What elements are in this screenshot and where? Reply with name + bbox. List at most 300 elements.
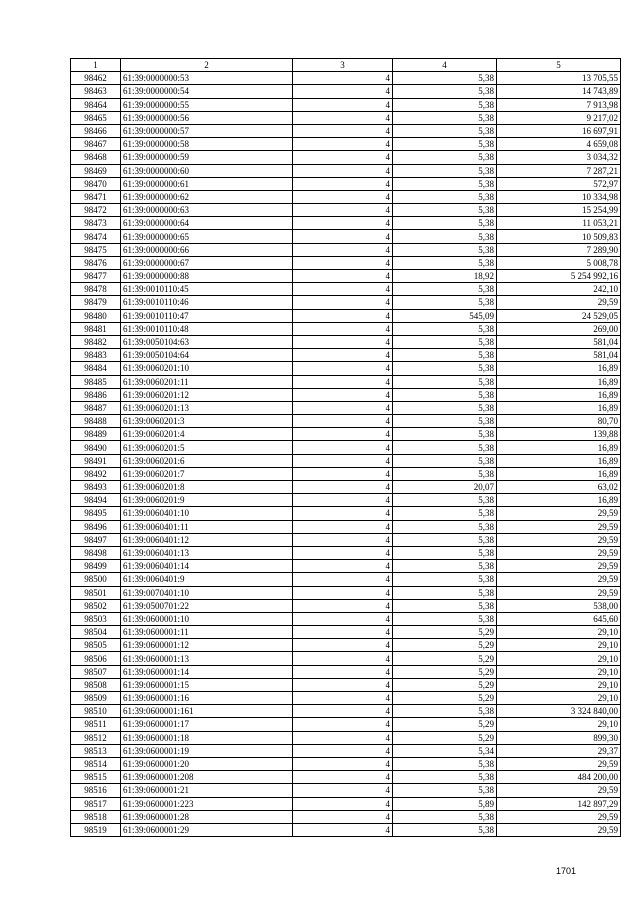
value-cell: 16,89 (497, 441, 621, 454)
value-cell: 538,00 (497, 599, 621, 612)
cadastral-number-cell: 61:39:0060401:13 (121, 546, 293, 559)
rate-cell: 5,38 (393, 138, 497, 151)
value-cell: 899,30 (497, 731, 621, 744)
value-cell: 80,70 (497, 415, 621, 428)
value-cell: 3 324 840,00 (497, 705, 621, 718)
category-cell: 4 (293, 692, 393, 705)
value-cell: 29,10 (497, 652, 621, 665)
rate-cell: 5,38 (393, 362, 497, 375)
value-cell: 29,37 (497, 744, 621, 757)
category-cell: 4 (293, 190, 393, 203)
row-number-cell: 98485 (71, 375, 121, 388)
value-cell: 645,60 (497, 612, 621, 625)
rate-cell: 5,38 (393, 599, 497, 612)
cadastral-number-cell: 61:39:0010110:48 (121, 322, 293, 335)
rate-cell: 5,29 (393, 652, 497, 665)
table-row (71, 124, 621, 137)
table-row (71, 626, 621, 639)
value-cell: 15 254,99 (497, 204, 621, 217)
cadastral-number-cell: 61:39:0060201:8 (121, 481, 293, 494)
table-row (71, 243, 621, 256)
rate-cell: 5,38 (393, 296, 497, 309)
header-cell-5: 5 (497, 59, 621, 72)
table-row (71, 705, 621, 718)
cadastral-number-cell: 61:39:0600001:223 (121, 797, 293, 810)
row-number-cell: 98497 (71, 533, 121, 546)
cadastral-number-cell: 61:39:0000000:60 (121, 164, 293, 177)
value-cell: 29,10 (497, 626, 621, 639)
category-cell: 4 (293, 665, 393, 678)
cadastral-number-cell: 61:39:0600001:28 (121, 810, 293, 823)
row-number-cell: 98514 (71, 757, 121, 770)
category-cell: 4 (293, 296, 393, 309)
value-cell: 7 913,98 (497, 98, 621, 111)
row-number-cell: 98517 (71, 797, 121, 810)
cadastral-number-cell: 61:39:0060201:7 (121, 467, 293, 480)
table-row (71, 586, 621, 599)
table-row (71, 546, 621, 559)
table-body (71, 72, 621, 837)
value-cell: 29,10 (497, 665, 621, 678)
table-row (71, 322, 621, 335)
table-row (71, 757, 621, 770)
category-cell: 4 (293, 599, 393, 612)
table-row (71, 138, 621, 151)
cadastral-number-cell: 61:39:0060401:9 (121, 573, 293, 586)
category-cell: 4 (293, 309, 393, 322)
value-cell: 484 200,00 (497, 771, 621, 784)
row-number-cell: 98466 (71, 124, 121, 137)
table-row (71, 217, 621, 230)
row-number-cell: 98476 (71, 256, 121, 269)
row-number-cell: 98502 (71, 599, 121, 612)
category-cell: 4 (293, 415, 393, 428)
cadastral-number-cell: 61:39:0000000:67 (121, 256, 293, 269)
row-number-cell: 98491 (71, 454, 121, 467)
row-number-cell: 98512 (71, 731, 121, 744)
value-cell: 269,00 (497, 322, 621, 335)
cadastral-number-cell: 61:39:0000000:61 (121, 177, 293, 190)
table-row (71, 692, 621, 705)
category-cell: 4 (293, 533, 393, 546)
category-cell: 4 (293, 784, 393, 797)
table-row (71, 560, 621, 573)
row-number-cell: 98506 (71, 652, 121, 665)
table-row (71, 98, 621, 111)
row-number-cell: 98493 (71, 481, 121, 494)
category-cell: 4 (293, 560, 393, 573)
rate-cell: 5,38 (393, 612, 497, 625)
header-row (71, 59, 621, 72)
rate-cell: 5,38 (393, 546, 497, 559)
rate-cell: 18,92 (393, 270, 497, 283)
rate-cell: 5,89 (393, 797, 497, 810)
rate-cell: 5,29 (393, 678, 497, 691)
row-number-cell: 98494 (71, 494, 121, 507)
row-number-cell: 98487 (71, 401, 121, 414)
category-cell: 4 (293, 454, 393, 467)
row-number-cell: 98486 (71, 388, 121, 401)
table-row (71, 190, 621, 203)
row-number-cell: 98464 (71, 98, 121, 111)
rate-cell: 5,38 (393, 335, 497, 348)
category-cell: 4 (293, 111, 393, 124)
category-cell: 4 (293, 612, 393, 625)
row-number-cell: 98465 (71, 111, 121, 124)
rate-cell: 5,38 (393, 98, 497, 111)
cadastral-number-cell: 61:39:0600001:17 (121, 718, 293, 731)
row-number-cell: 98475 (71, 243, 121, 256)
rate-cell: 5,38 (393, 467, 497, 480)
page-number: 1701 (556, 866, 577, 876)
cadastral-number-cell: 61:39:0600001:11 (121, 626, 293, 639)
table-row (71, 771, 621, 784)
rate-cell: 5,38 (393, 190, 497, 203)
rate-cell: 5,38 (393, 428, 497, 441)
value-cell: 16,89 (497, 454, 621, 467)
value-cell: 5 008,78 (497, 256, 621, 269)
value-cell: 29,10 (497, 692, 621, 705)
value-cell: 29,59 (497, 520, 621, 533)
cadastral-number-cell: 61:39:0600001:16 (121, 692, 293, 705)
category-cell: 4 (293, 678, 393, 691)
rate-cell: 5,38 (393, 111, 497, 124)
rate-cell: 5,29 (393, 692, 497, 705)
value-cell: 14 743,89 (497, 85, 621, 98)
row-number-cell: 98474 (71, 230, 121, 243)
value-cell: 11 053,21 (497, 217, 621, 230)
table-row (71, 375, 621, 388)
cadastral-number-cell: 61:39:0000000:88 (121, 270, 293, 283)
category-cell: 4 (293, 757, 393, 770)
table-row (71, 599, 621, 612)
category-cell: 4 (293, 375, 393, 388)
value-cell: 29,59 (497, 586, 621, 599)
table-row (71, 177, 621, 190)
row-number-cell: 98518 (71, 810, 121, 823)
value-cell: 29,59 (497, 784, 621, 797)
cadastral-number-cell: 61:39:0600001:14 (121, 665, 293, 678)
cadastral-number-cell: 61:39:0000000:63 (121, 204, 293, 217)
cadastral-number-cell: 61:39:0600001:15 (121, 678, 293, 691)
header-cell-4: 4 (393, 59, 497, 72)
category-cell: 4 (293, 98, 393, 111)
row-number-cell: 98472 (71, 204, 121, 217)
value-cell: 139,88 (497, 428, 621, 441)
cadastral-number-cell: 61:39:0600001:161 (121, 705, 293, 718)
table-row (71, 652, 621, 665)
cadastral-number-cell: 61:39:0060201:5 (121, 441, 293, 454)
cadastral-number-cell: 61:39:0000000:58 (121, 138, 293, 151)
rate-cell: 5,29 (393, 731, 497, 744)
row-number-cell: 98510 (71, 705, 121, 718)
row-number-cell: 98513 (71, 744, 121, 757)
row-number-cell: 98479 (71, 296, 121, 309)
category-cell: 4 (293, 85, 393, 98)
value-cell: 7 287,21 (497, 164, 621, 177)
cadastral-number-cell: 61:39:0600001:208 (121, 771, 293, 784)
category-cell: 4 (293, 626, 393, 639)
cadastral-number-cell: 61:39:0000000:65 (121, 230, 293, 243)
cadastral-number-cell: 61:39:0060401:12 (121, 533, 293, 546)
cadastral-number-cell: 61:39:0600001:13 (121, 652, 293, 665)
rate-cell: 545,09 (393, 309, 497, 322)
cadastral-number-cell: 61:39:0010110:45 (121, 283, 293, 296)
category-cell: 4 (293, 270, 393, 283)
row-number-cell: 98492 (71, 467, 121, 480)
cadastral-number-cell: 61:39:0050104:64 (121, 349, 293, 362)
category-cell: 4 (293, 401, 393, 414)
row-number-cell: 98478 (71, 283, 121, 296)
value-cell: 29,59 (497, 296, 621, 309)
value-cell: 16,89 (497, 375, 621, 388)
rate-cell: 5,38 (393, 454, 497, 467)
value-cell: 10 509,83 (497, 230, 621, 243)
value-cell: 10 334,98 (497, 190, 621, 203)
row-number-cell: 98516 (71, 784, 121, 797)
row-number-cell: 98469 (71, 164, 121, 177)
header-cell-3: 3 (293, 59, 393, 72)
rate-cell: 5,38 (393, 560, 497, 573)
row-number-cell: 98484 (71, 362, 121, 375)
category-cell: 4 (293, 362, 393, 375)
row-number-cell: 98511 (71, 718, 121, 731)
cadastral-number-cell: 61:39:0060201:4 (121, 428, 293, 441)
rate-cell: 5,38 (393, 230, 497, 243)
category-cell: 4 (293, 388, 393, 401)
rate-cell: 5,29 (393, 639, 497, 652)
rate-cell: 5,38 (393, 586, 497, 599)
category-cell: 4 (293, 204, 393, 217)
category-cell: 4 (293, 481, 393, 494)
table-row (71, 85, 621, 98)
rate-cell: 5,29 (393, 665, 497, 678)
row-number-cell: 98489 (71, 428, 121, 441)
category-cell: 4 (293, 177, 393, 190)
category-cell: 4 (293, 718, 393, 731)
cadastral-number-cell: 61:39:0000000:53 (121, 72, 293, 85)
header-cell-1: 1 (71, 59, 121, 72)
cadastral-number-cell: 61:39:0050104:63 (121, 335, 293, 348)
rate-cell: 5,29 (393, 718, 497, 731)
value-cell: 29,59 (497, 757, 621, 770)
rate-cell: 5,38 (393, 388, 497, 401)
value-cell: 142 897,29 (497, 797, 621, 810)
rate-cell: 5,38 (393, 494, 497, 507)
rate-cell: 5,38 (393, 573, 497, 586)
row-number-cell: 98515 (71, 771, 121, 784)
table-row (71, 481, 621, 494)
category-cell: 4 (293, 256, 393, 269)
table-row (71, 520, 621, 533)
rate-cell: 5,38 (393, 283, 497, 296)
value-cell: 29,59 (497, 546, 621, 559)
category-cell: 4 (293, 771, 393, 784)
row-number-cell: 98503 (71, 612, 121, 625)
value-cell: 29,10 (497, 639, 621, 652)
rate-cell: 5,38 (393, 415, 497, 428)
category-cell: 4 (293, 217, 393, 230)
value-cell: 16,89 (497, 388, 621, 401)
value-cell: 16,89 (497, 494, 621, 507)
category-cell: 4 (293, 639, 393, 652)
rate-cell: 5,38 (393, 533, 497, 546)
table-row (71, 744, 621, 757)
row-number-cell: 98468 (71, 151, 121, 164)
table-row (71, 678, 621, 691)
row-number-cell: 98463 (71, 85, 121, 98)
cadastral-number-cell: 61:39:0060401:14 (121, 560, 293, 573)
row-number-cell: 98498 (71, 546, 121, 559)
value-cell: 581,04 (497, 349, 621, 362)
category-cell: 4 (293, 797, 393, 810)
category-cell: 4 (293, 467, 393, 480)
row-number-cell: 98473 (71, 217, 121, 230)
cadastral-number-cell: 61:39:0060201:3 (121, 415, 293, 428)
row-number-cell: 98470 (71, 177, 121, 190)
category-cell: 4 (293, 823, 393, 836)
table-row (71, 164, 621, 177)
rate-cell: 5,38 (393, 72, 497, 85)
category-cell: 4 (293, 494, 393, 507)
category-cell: 4 (293, 322, 393, 335)
cadastral-number-cell: 61:39:0600001:21 (121, 784, 293, 797)
cadastral-number-cell: 61:39:0000000:64 (121, 217, 293, 230)
table-row (71, 507, 621, 520)
category-cell: 4 (293, 520, 393, 533)
value-cell: 3 034,32 (497, 151, 621, 164)
value-cell: 4 659,08 (497, 138, 621, 151)
category-cell: 4 (293, 230, 393, 243)
row-number-cell: 98509 (71, 692, 121, 705)
rate-cell: 5,38 (393, 810, 497, 823)
cadastral-number-cell: 61:39:0000000:55 (121, 98, 293, 111)
cadastral-number-cell: 61:39:0010110:46 (121, 296, 293, 309)
category-cell: 4 (293, 705, 393, 718)
table-row (71, 111, 621, 124)
cadastral-number-cell: 61:39:0060201:6 (121, 454, 293, 467)
row-number-cell: 98480 (71, 309, 121, 322)
row-number-cell: 98490 (71, 441, 121, 454)
value-cell: 16 697,91 (497, 124, 621, 137)
rate-cell: 5,38 (393, 349, 497, 362)
cadastral-number-cell: 61:39:0600001:12 (121, 639, 293, 652)
rate-cell: 5,38 (393, 823, 497, 836)
rate-cell: 5,38 (393, 757, 497, 770)
value-cell: 9 217,02 (497, 111, 621, 124)
rate-cell: 5,38 (393, 256, 497, 269)
table-row (71, 573, 621, 586)
table-row (71, 533, 621, 546)
rate-cell: 5,38 (393, 217, 497, 230)
table-row (71, 441, 621, 454)
value-cell: 5 254 992,16 (497, 270, 621, 283)
row-number-cell: 98467 (71, 138, 121, 151)
row-number-cell: 98471 (71, 190, 121, 203)
row-number-cell: 98508 (71, 678, 121, 691)
category-cell: 4 (293, 335, 393, 348)
table-row (71, 283, 621, 296)
cadastral-number-cell: 61:39:0060201:11 (121, 375, 293, 388)
value-cell: 29,10 (497, 718, 621, 731)
rate-cell: 5,34 (393, 744, 497, 757)
table-row (71, 797, 621, 810)
rate-cell: 5,38 (393, 124, 497, 137)
value-cell: 242,10 (497, 283, 621, 296)
table-row (71, 256, 621, 269)
table-row (71, 151, 621, 164)
row-number-cell: 98507 (71, 665, 121, 678)
table-row (71, 204, 621, 217)
cadastral-number-cell: 61:39:0010110:47 (121, 309, 293, 322)
cadastral-number-cell: 61:39:0060201:9 (121, 494, 293, 507)
value-cell: 63,02 (497, 481, 621, 494)
value-cell: 581,04 (497, 335, 621, 348)
row-number-cell: 98501 (71, 586, 121, 599)
cadastral-number-cell: 61:39:0070401:10 (121, 586, 293, 599)
rate-cell: 5,38 (393, 784, 497, 797)
row-number-cell: 98488 (71, 415, 121, 428)
rate-cell: 20,07 (393, 481, 497, 494)
table-row (71, 784, 621, 797)
table-row (71, 810, 621, 823)
category-cell: 4 (293, 744, 393, 757)
row-number-cell: 98519 (71, 823, 121, 836)
table-row (71, 428, 621, 441)
table-row (71, 349, 621, 362)
category-cell: 4 (293, 138, 393, 151)
cadastral-number-cell: 61:39:0060201:10 (121, 362, 293, 375)
value-cell: 16,89 (497, 467, 621, 480)
row-number-cell: 98477 (71, 270, 121, 283)
value-cell: 7 289,90 (497, 243, 621, 256)
value-cell: 13 705,55 (497, 72, 621, 85)
cadastral-number-cell: 61:39:0060401:11 (121, 520, 293, 533)
table-row (71, 665, 621, 678)
cadastral-number-cell: 61:39:0060401:10 (121, 507, 293, 520)
cadastral-number-cell: 61:39:0000000:66 (121, 243, 293, 256)
value-cell: 572,97 (497, 177, 621, 190)
category-cell: 4 (293, 72, 393, 85)
table-row (71, 296, 621, 309)
cadastral-number-cell: 61:39:0000000:57 (121, 124, 293, 137)
cadastral-number-cell: 61:39:0000000:56 (121, 111, 293, 124)
value-cell: 16,89 (497, 362, 621, 375)
row-number-cell: 98499 (71, 560, 121, 573)
row-number-cell: 98495 (71, 507, 121, 520)
row-number-cell: 98481 (71, 322, 121, 335)
table-row (71, 401, 621, 414)
rate-cell: 5,29 (393, 626, 497, 639)
category-cell: 4 (293, 731, 393, 744)
table-row (71, 72, 621, 85)
category-cell: 4 (293, 546, 393, 559)
table-row (71, 388, 621, 401)
table-row (71, 494, 621, 507)
value-cell: 29,10 (497, 678, 621, 691)
rate-cell: 5,38 (393, 243, 497, 256)
row-number-cell: 98483 (71, 349, 121, 362)
category-cell: 4 (293, 573, 393, 586)
category-cell: 4 (293, 428, 393, 441)
category-cell: 4 (293, 441, 393, 454)
cadastral-number-cell: 61:39:0000000:62 (121, 190, 293, 203)
cadastral-number-cell: 61:39:0000000:59 (121, 151, 293, 164)
row-number-cell: 98505 (71, 639, 121, 652)
row-number-cell: 98462 (71, 72, 121, 85)
row-number-cell: 98496 (71, 520, 121, 533)
value-cell: 29,59 (497, 560, 621, 573)
